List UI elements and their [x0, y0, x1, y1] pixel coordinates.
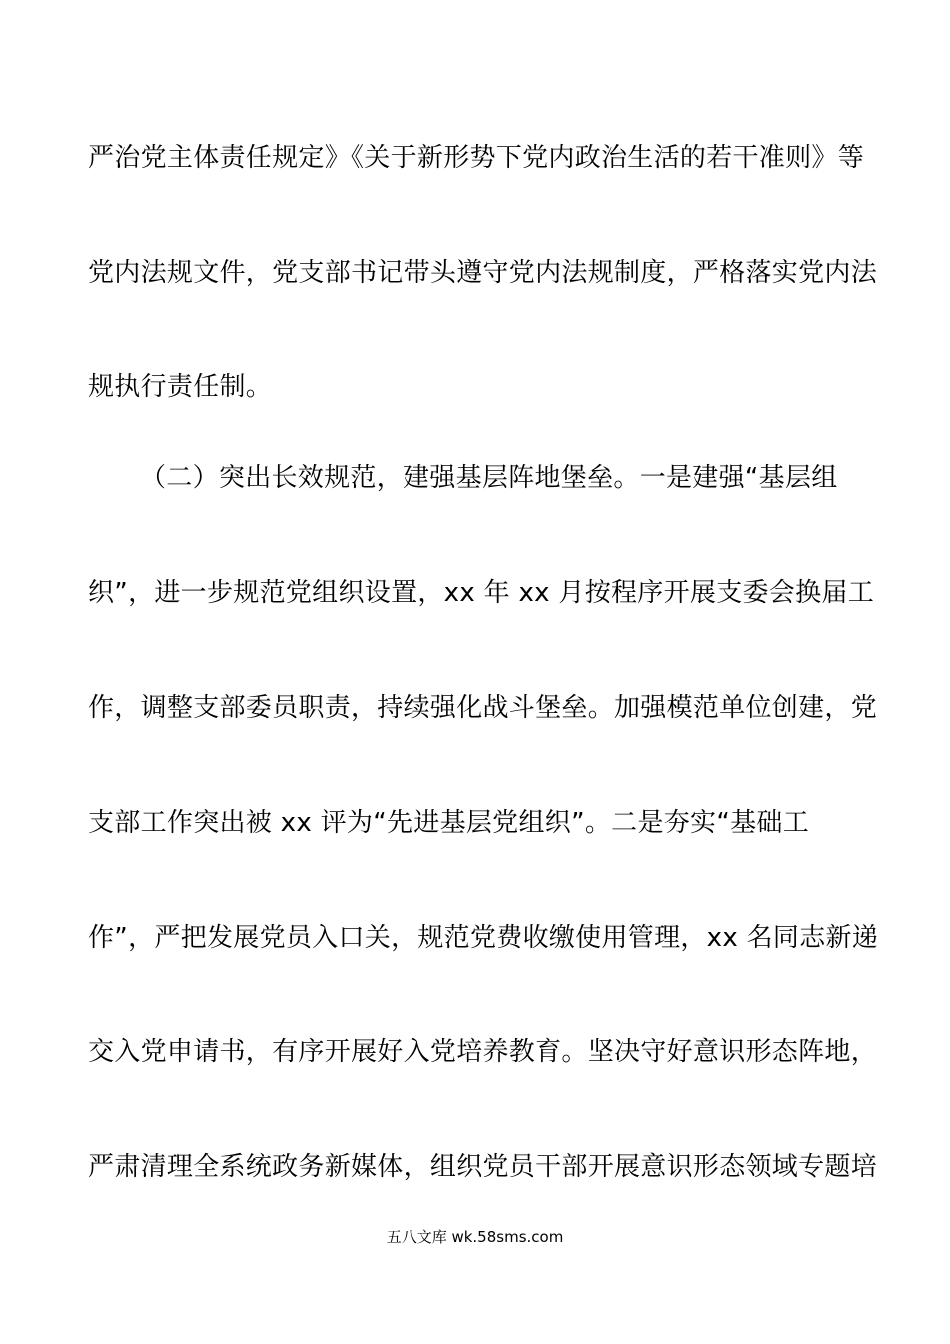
body-text-line-5: 织”，进一步规范党组织设置，xx 年 xx 月按程序开展支委会换届工 [88, 578, 875, 608]
body-text-line-7: 支部工作突出被 xx 评为“先进基层党组织”。二是夯实“基础工 [88, 808, 810, 838]
body-text-line-8: 作”，严把发展党员入口关，规范党费收缴使用管理，xx 名同志新递 [88, 923, 879, 953]
footer-watermark: 五八文库 wk.58sms.com [386, 1228, 564, 1246]
section-heading-line: （二）突出长效规范，建强基层阵地堡垒。一是建强“基层组 [140, 463, 838, 493]
body-text-line-6: 作，调整支部委员职责，持续强化战斗堡垒。加强模范单位创建，党 [88, 693, 878, 723]
body-text-line-3: 规执行责任制。 [88, 372, 273, 402]
body-text-line-1: 严治党主体责任规定》《关于新形势下党内政治生活的若干准则》等 [88, 143, 865, 173]
body-text-line-2: 党内法规文件，党支部书记带头遵守党内法规制度，严格落实党内法 [88, 258, 878, 288]
body-text-line-9: 交入党申请书，有序开展好入党培养教育。坚决守好意识形态阵地， [88, 1037, 878, 1067]
body-text-line-10: 严肃清理全系统政务新媒体，组织党员干部开展意识形态领域专题培 [88, 1152, 878, 1182]
